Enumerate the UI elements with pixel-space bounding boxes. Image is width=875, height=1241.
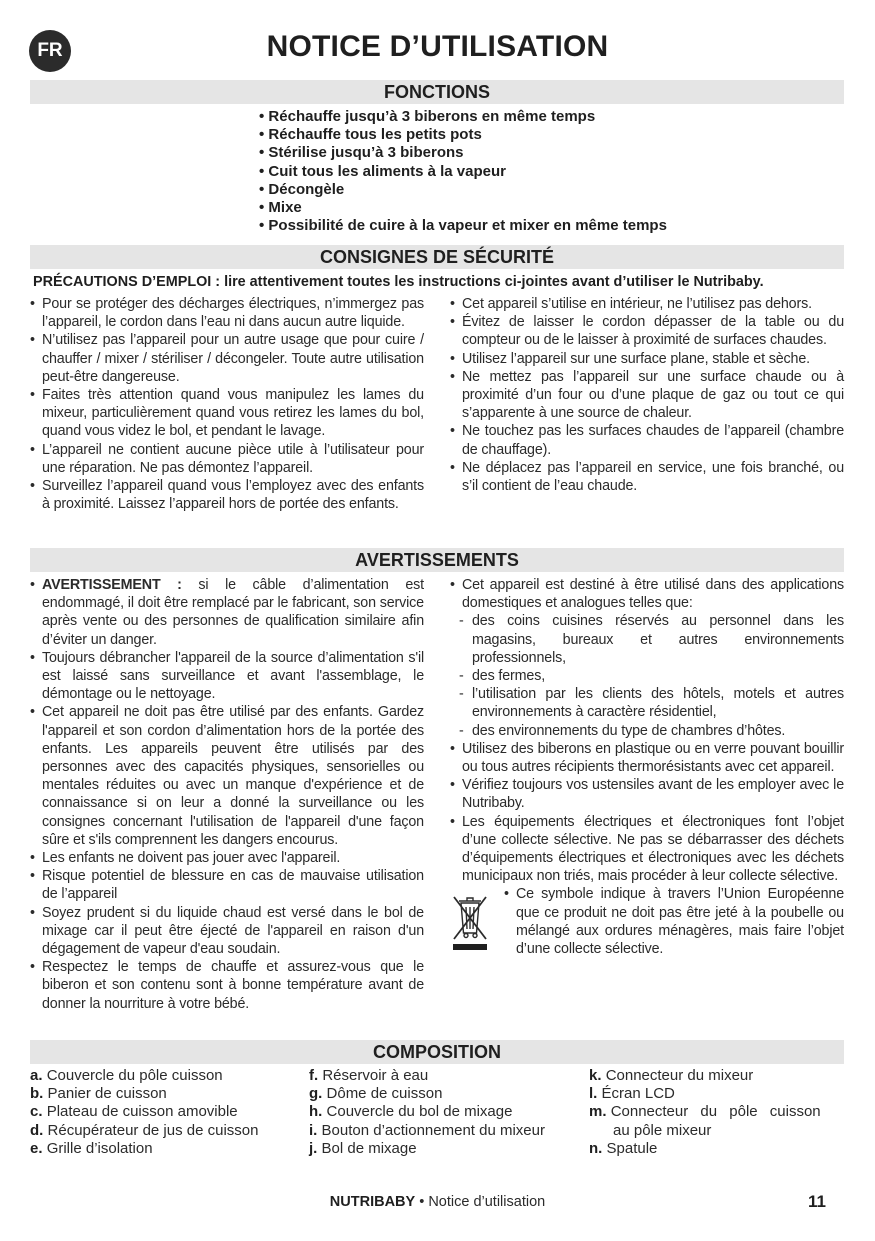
section-heading-fonctions: FONCTIONS: [30, 80, 844, 104]
list-item: • Stérilise jusqu’à 3 biberons: [259, 144, 667, 162]
footer-separator: •: [415, 1194, 429, 1210]
list-item: • Réchauffe tous les petits pots: [259, 126, 667, 144]
composition-item: e. Grille d’isolation: [30, 1139, 153, 1157]
composition-item: m. Connecteur du pôle cuisson: [589, 1103, 821, 1121]
list-item: • Cuit tous les aliments à la vapeur: [259, 163, 667, 181]
list-item: - l’utilisation par les clients des hôtels, motels et autres environnements à caractère résidentiel,: [450, 685, 844, 721]
list-item: • Utilisez des biberons en plastique ou en verre pouvant bouillir ou tous autres récipients thermorésistants avec cet appareil.: [450, 740, 844, 776]
composition-item: j. Bol de mixage: [309, 1139, 417, 1157]
list-item: • Surveillez l’appareil quand vous l’employez avec des enfants à proximité. Laissez l’appareil hors de portée des enfants.: [30, 477, 424, 513]
list-item: • Ne déplacez pas l’appareil en service, une fois branché, ou s’il contient de l’eau chaude.: [450, 459, 844, 495]
list-item: • Cet appareil ne doit pas être utilisé par des enfants. Gardez l'appareil et son cordon d’alimentation hors de la portée des enfants. Les appareils peuvent être utilisés par des personnes avec des capacités physiques, sensorielles ou mentales réduites ou avec un manque d'expérience et de connaissance si on leur a donné la surveillance ou les consignes concernant l'utilisation de l'appareil d'une façon sûre et s'ils comprennent les dangers encourus.: [30, 703, 424, 849]
precautions-heading: PRÉCAUTIONS D’EMPLOI : lire attentivement toutes les instructions ci-jointes avant d’utiliser le Nutribaby.: [33, 274, 764, 290]
list-item: • Vérifiez toujours vos ustensiles avant de les employer avec le Nutribaby.: [450, 776, 844, 812]
list-item: • Ne touchez pas les surfaces chaudes de l’appareil (chambre de chauffage).: [450, 422, 844, 458]
footer-text: Notice d’utilisation: [428, 1194, 546, 1210]
list-item: • N’utilisez pas l’appareil pour un autre usage que pour cuire / chauffer / mixer / stériliser / décongeler. Toute autre utilisation peut-être dangereuse.: [30, 331, 424, 386]
list-item: - des environnements du type de chambres d’hôtes.: [450, 722, 844, 740]
list-item: • Cet appareil s’utilise en intérieur, ne l’utilisez pas dehors.: [450, 295, 844, 313]
list-item: • Faites très attention quand vous manipulez les lames du mixeur, particulièrement quand vous retirez les lames du bol, quand vous videz le bol, et pendant le lavage.: [30, 386, 424, 441]
list-item: • Respectez le temps de chauffe et assurez-vous que le biberon et son contenu sont à bonne température avant de donner la nourriture à votre bébé.: [30, 958, 424, 1013]
list-item: • Réchauffe jusqu’à 3 biberons en même temps: [259, 108, 667, 126]
composition-column-3: [589, 1067, 821, 1158]
composition-item: f. Réservoir à eau: [309, 1067, 429, 1084]
warning-text: si le câble d’alimentation est endommagé, il doit être remplacé par le fabricant, son service après vente ou des personnes de qualification similaire afin d’éviter un danger.: [42, 577, 424, 648]
composition-column-1: [30, 1067, 258, 1158]
list-item: • Risque potentiel de blessure en cas de mauvaise utilisation de l’appareil: [30, 867, 424, 903]
weee-text: Ce symbole indique à travers l’Union Européenne que ce produit ne doit pas être jeté à la poubelle ou mélangé aux ordures ménagères, mais faire l’objet d’une collecte sélective.: [516, 886, 844, 958]
list-item: [450, 885, 844, 958]
language-badge: FR: [29, 30, 71, 72]
list-item: • Possibilité de cuire à la vapeur et mixer en même temps: [259, 217, 667, 235]
section-heading-securite: CONSIGNES DE SÉCURITÉ: [30, 245, 844, 269]
composition-item: i. Bouton d’actionnement du mixeur: [309, 1121, 545, 1139]
composition-item: b. Panier de cuisson: [30, 1085, 167, 1103]
list-item: • Les équipements électriques et électroniques font l’objet d’une collecte sélective. Ne pas se débarrasser des déchets d’équipements électriques et électroniques avec les déchets municipaux non triés, mais procéder à leur collecte sélective.: [450, 813, 844, 886]
crossed-bin-icon: [450, 889, 490, 953]
list-item: • Mixe: [259, 199, 667, 217]
composition-item: d. Récupérateur de jus de cuisson: [30, 1121, 259, 1139]
securite-left-column: [30, 295, 424, 513]
list-item: • Évitez de laisser le cordon dépasser de la table ou du compteur ou de le laisser à proximité de surfaces chaudes.: [450, 313, 844, 349]
list-item: • Utilisez l’appareil sur une surface plane, stable et sèche.: [450, 350, 844, 368]
fonctions-list: [259, 108, 667, 235]
avertissements-left-column: [30, 576, 424, 1013]
list-item: • Décongèle: [259, 181, 667, 199]
composition-item: k. Connecteur du mixeur: [589, 1067, 754, 1084]
list-item: - des coins cuisines réservés au personnel dans les magasins, bureaux et autres environnements professionnels,: [450, 612, 844, 667]
list-item: • Les enfants ne doivent pas jouer avec l'appareil.: [30, 849, 424, 867]
section-heading-avertissements: AVERTISSEMENTS: [30, 548, 844, 572]
footer-brand: NUTRIBABY: [329, 1194, 416, 1210]
list-item: [30, 576, 424, 649]
composition-item: a. Couvercle du pôle cuisson: [30, 1067, 223, 1084]
list-item: • Toujours débrancher l'appareil de la source d’alimentation s'il est laissé sans surveillance et avant l'assemblage, le démontage ou le nettoyage.: [30, 649, 424, 704]
footer-label: [0, 1194, 875, 1210]
list-item: • Cet appareil est destiné à être utilisé dans des applications domestiques et analogues telles que:: [450, 576, 844, 612]
warning-label: AVERTISSEMENT :: [42, 577, 182, 593]
composition-column-2: [309, 1067, 545, 1158]
section-heading-composition: COMPOSITION: [30, 1040, 844, 1064]
composition-item: l. Écran LCD: [589, 1085, 675, 1103]
securite-right-column: [450, 295, 844, 495]
page-number: 11: [808, 1192, 826, 1211]
list-item: • Pour se protéger des décharges électriques, n’immergez pas l’appareil, le cordon dans l’eau ni dans aucun autre liquide.: [30, 295, 424, 331]
avertissements-right-column: [450, 576, 844, 958]
list-item: • Soyez prudent si du liquide chaud est versé dans le bol de mixage car il peut être éjecté de l'appareil en raison d'un dégagement de vapeur d'eau soudain.: [30, 904, 424, 959]
list-item: • L’appareil ne contient aucune pièce utile à l’utilisateur pour une réparation. Ne pas démontez l’appareil.: [30, 441, 424, 477]
composition-item: g. Dôme de cuisson: [309, 1085, 443, 1103]
list-item: - des fermes,: [450, 667, 844, 685]
composition-item-continuation: au pôle mixeur: [613, 1121, 712, 1139]
page-title: NOTICE D’UTILISATION: [266, 30, 609, 63]
composition-item: h. Couvercle du bol de mixage: [309, 1103, 513, 1121]
composition-item: n. Spatule: [589, 1139, 658, 1157]
composition-item: c. Plateau de cuisson amovible: [30, 1103, 238, 1121]
list-item: • Ne mettez pas l’appareil sur une surface chaude ou à proximité d’un four ou d’une plaque de gaz ou tout ce qui s’apparente à une source de chaleur.: [450, 368, 844, 423]
